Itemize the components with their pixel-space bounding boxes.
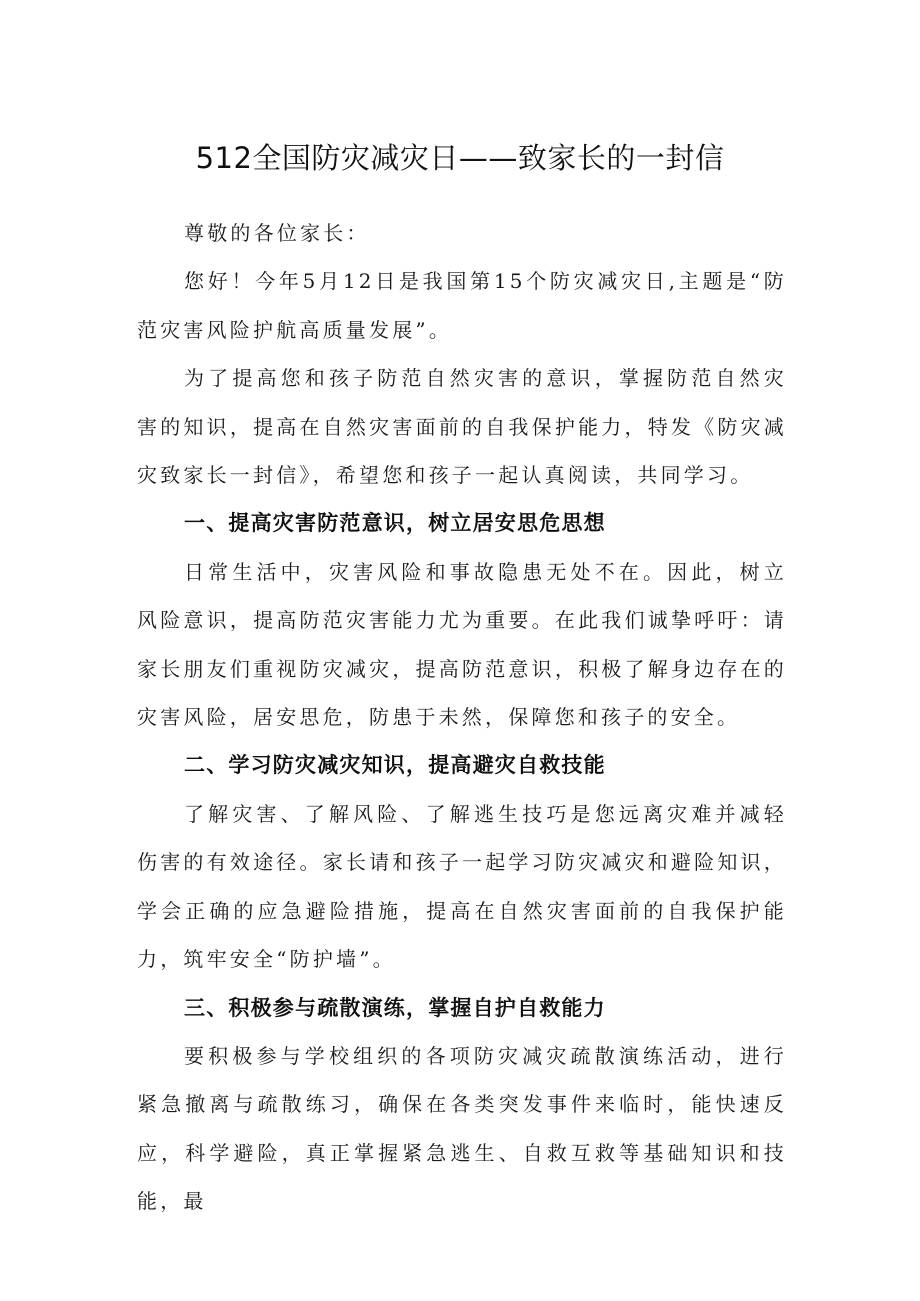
- section-1-paragraph: 日常生活中，灾害风险和事故隐患无处不在。因此，树立风险意识，提高防范灾害能力尤为重要。在此我们诚挚呼吁：请家长朋友们重视防灾减灾，提高防范意识，积极了解身边存在的灾害风险，居安思危，防患于未然，保障您和孩子的安全。: [137, 559, 787, 730]
- section-heading-1: 一、提高灾害防范意识，树立居安思危思想: [184, 511, 606, 536]
- section-heading-3: 三、积极参与疏散演练，掌握自护自救能力: [184, 995, 606, 1020]
- purpose-paragraph: 为了提高您和孩子防范自然灾害的意识，掌握防范自然灾害的知识，提高在自然灾害面前的自我保护能力，特发《防灾减灾致家长一封信》，希望您和孩子一起认真阅读，共同学习。: [137, 366, 787, 488]
- document-title: 512全国防灾减灾日——致家长的一封信: [195, 141, 725, 175]
- section-2-paragraph: 了解灾害、了解风险、了解逃生技巧是您远离灾难并减轻伤害的有效途径。家长请和孩子一起学习防灾减灾和避险知识，学会正确的应急避险措施，提高在自然灾害面前的自我保护能力，筑牢安全“防护墙”。: [137, 801, 787, 972]
- letter-body: [137, 209, 787, 1226]
- salutation: 尊敬的各位家长：: [184, 221, 370, 245]
- section-3-paragraph: 要积极参与学校组织的各项防灾减灾疏散演练活动，进行紧急撤离与疏散练习，确保在各类突发事件来临时，能快速反应，科学避险，真正掌握紧急逃生、自救互救等基础知识和技能，最: [137, 1043, 787, 1214]
- greeting-paragraph: 您好！今年5月12日是我国第15个防灾减灾日,主题是“防范灾害风险护航高质量发展”。: [137, 269, 787, 342]
- section-heading-2: 二、学习防灾减灾知识，提高避灾自救技能: [184, 753, 606, 778]
